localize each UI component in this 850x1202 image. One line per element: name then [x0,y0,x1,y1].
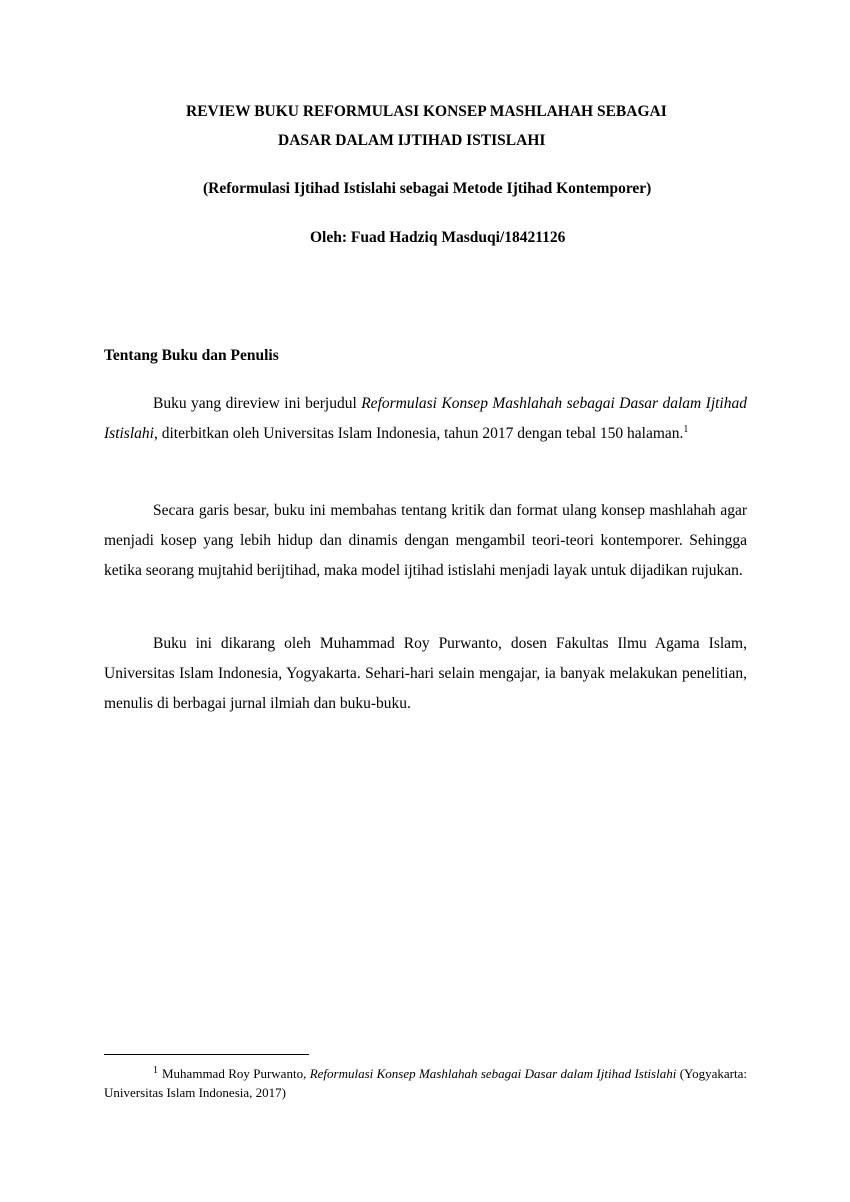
paragraph-text: , diterbitkan oleh Universitas Islam Indonesia, tahun 2017 dengan tebal 150 halaman. [153,425,684,442]
paragraph-book-summary: Secara garis besar, buku ini membahas tentang kritik dan format ulang konsep mashlahah agar menjadi kosep yang lebih hidup dan dinamis dengan mengambil teori-teori kontemporer. Sehingga ketika seorang mujtahid berijtihad, maka model ijtihad istislahi menjadi layak untuk dijadikan rujukan. [104,502,747,579]
footnote-separator [104,1054,309,1055]
footnote-marker: 1 [153,1064,158,1076]
footnote [104,1064,747,1102]
paragraph-book-info [104,389,747,449]
paragraph-author-info: Buku ini dikarang oleh Muhammad Roy Purwanto, dosen Fakultas Ilmu Agama Islam, Universitas Islam Indonesia, Yogyakarta. Sehari-hari selain mengajar, ia banyak melakukan penelitian, menulis di berbagai jurnal ilmiah dan buku-buku. [104,635,747,712]
paragraph-text: Buku yang direview ini berjudul [153,395,362,412]
book-title-italic: Reformulasi Konsep Mashlahah sebagai Dasar dalam Ijtihad Istislahi [104,395,747,442]
document-subtitle: (Reformulasi Ijtihad Istislahi sebagai Metode Ijtihad Kontemporer) [203,180,652,197]
section-heading: Tentang Buku dan Penulis [104,347,279,364]
footnote-text: (Yogyakarta: Universitas Islam Indonesia, 2017) [104,1066,747,1100]
document-title-line-2: DASAR DALAM IJTIHAD ISTISLAHI [278,132,546,149]
author-line: Oleh: Fuad Hadziq Masduqi/18421126 [310,229,566,246]
footnote-title-italic: Reformulasi Konsep Mashlahah sebagai Dasar dalam Ijtihad Istislahi [309,1066,677,1081]
footnote-reference: 1 [683,423,689,435]
footnote-text: Muhammad Roy Purwanto, [162,1066,310,1081]
document-title-line-1: REVIEW BUKU REFORMULASI KONSEP MASHLAHAH SEBAGAI [186,103,667,120]
